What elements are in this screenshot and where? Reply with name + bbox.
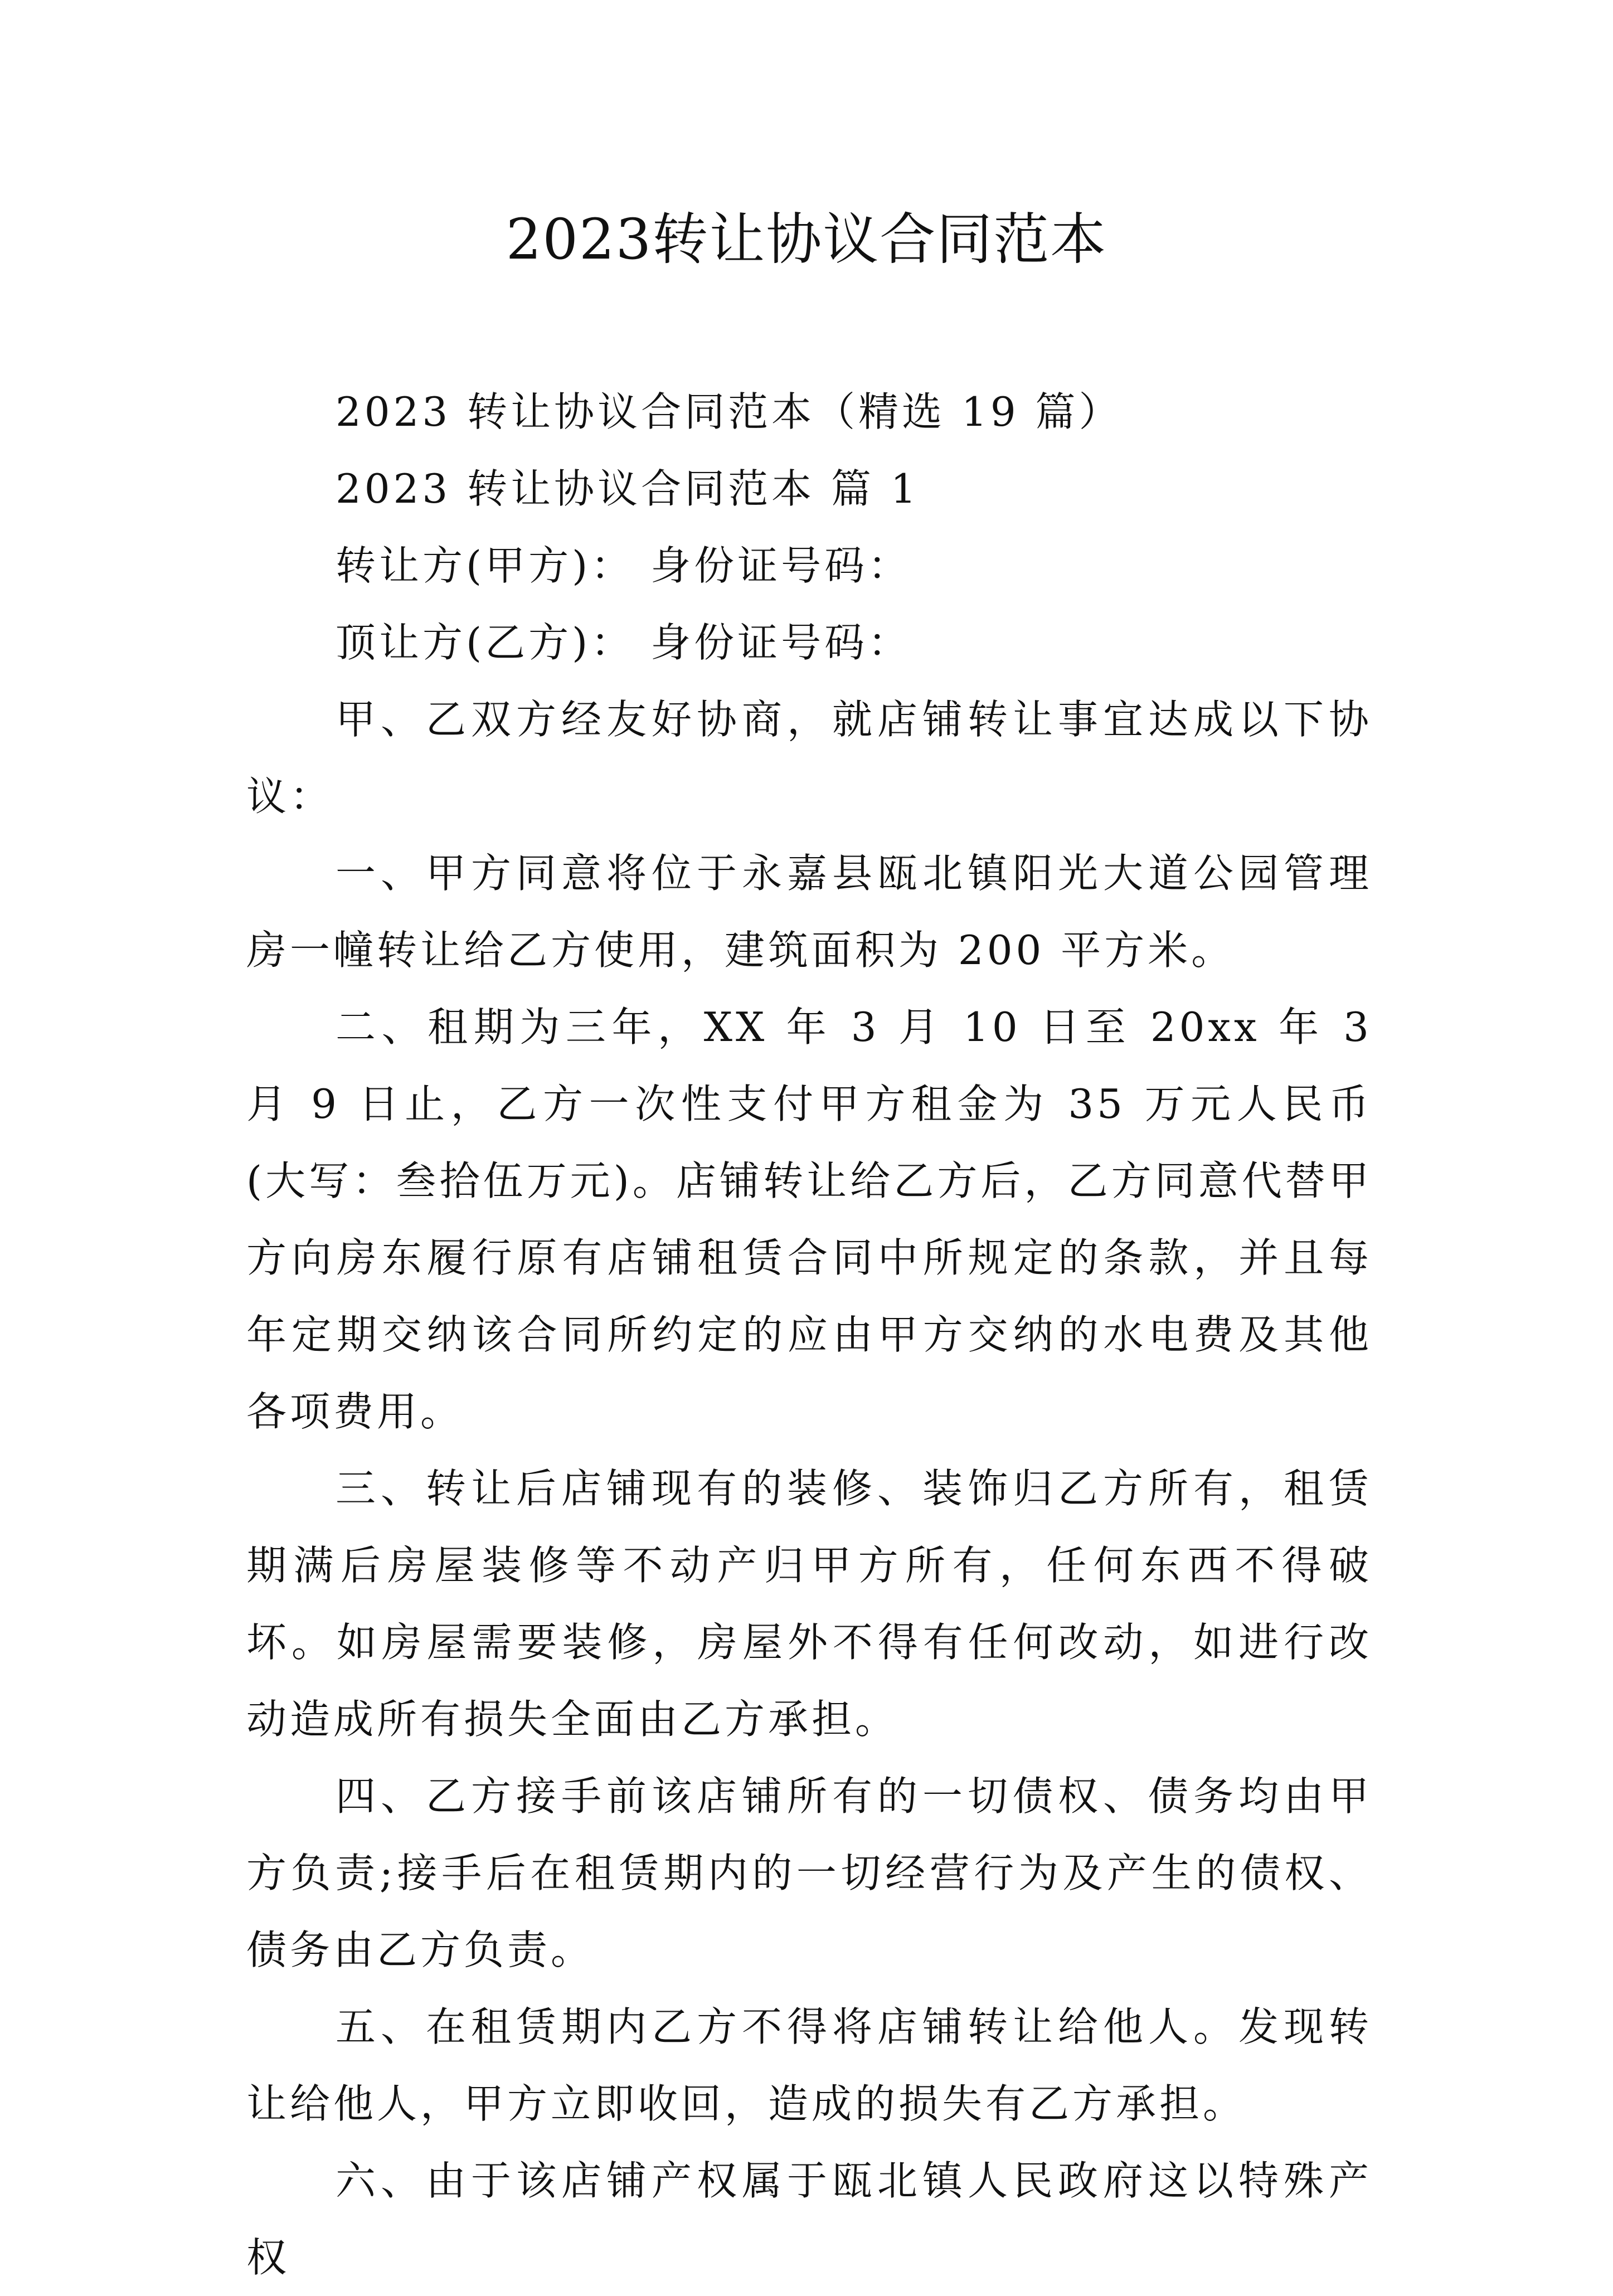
clause-3: 三、转让后店铺现有的装修、装饰归乙方所有，租赁期满后房屋装修等不动产归甲方所有，任何东西不得破坏。如房屋需要装修，房屋外不得有任何改动，如进行改动造成所有损失全面由乙方承担。	[246, 1465, 1372, 1743]
section-heading: 2023 转让协议合同范本 篇 1	[336, 465, 920, 512]
transferee-line: 顶让方(乙方)： 身份证号码：	[336, 619, 912, 666]
document-body	[246, 373, 1372, 2296]
subtitle-line: 2023 转让协议合同范本（精选 19 篇）	[336, 388, 1123, 435]
transferor-line: 转让方(甲方)： 身份证号码：	[336, 542, 912, 589]
clause-5: 五、在租赁期内乙方不得将店铺转让给他人。发现转让给他人，甲方立即收回，造成的损失有乙方承担。	[246, 2003, 1372, 2127]
clause-6: 六、由于该店铺产权属于瓯北镇人民政府这以特殊产权	[246, 2157, 1372, 2281]
clause-2: 二、租期为三年，XX 年 3 月 10 日至 20xx 年 3 月 9 日止，乙方一次性支付甲方租金为 35 万元人民币(大写：叁拾伍万元)。店铺转让给乙方后，乙方同意代替甲方向房东履行原有店铺租赁合同中所规定的条款，并且每年定期交纳该合同所约定的应由甲方交纳的水电费及其他各项费用。	[246, 1004, 1372, 1435]
clause-4: 四、乙方接手前该店铺所有的一切债权、债务均由甲方负责;接手后在租赁期内的一切经营行为及产生的债权、债务由乙方负责。	[246, 1773, 1372, 1973]
intro-paragraph: 甲、乙双方经友好协商，就店铺转让事宜达成以下协议：	[246, 696, 1372, 820]
document-title: 2023转让协议合同范本	[506, 207, 1107, 272]
clause-1: 一、甲方同意将位于永嘉县瓯北镇阳光大道公园管理房一幢转让给乙方使用，建筑面积为 200 平方米。	[246, 850, 1372, 974]
